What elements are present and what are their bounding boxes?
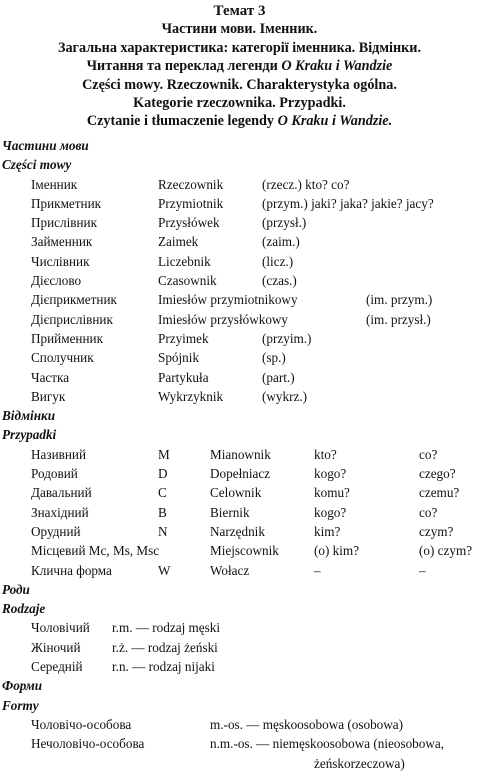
part-of-speech-row <box>0 252 479 271</box>
gender-row-cell: Жіночий <box>31 639 81 655</box>
case-row <box>0 522 479 541</box>
part-of-speech-row-cell: (part.) <box>262 369 295 385</box>
part-of-speech-row-cell: Числівник <box>31 253 90 269</box>
part-of-speech-row-cell: Liczebnik <box>158 253 211 269</box>
part-of-speech-row <box>0 290 479 309</box>
part-of-speech-row-cell: Partykuła <box>158 369 209 385</box>
subtitle-polish: Kategorie rzeczownika. Przypadki. <box>133 94 346 111</box>
part-of-speech-row <box>0 213 479 232</box>
case-row-cell: Орудний <box>31 523 81 539</box>
forms-table <box>0 715 479 754</box>
case-row-cell: W <box>158 562 171 578</box>
part-of-speech-row <box>0 348 479 367</box>
case-row-cell: Wołacz <box>210 562 250 578</box>
part-of-speech-row <box>0 387 479 406</box>
gender-row-cell: Чоловічий <box>31 620 90 636</box>
form-row <box>0 734 479 753</box>
case-row-cell: kogo? <box>314 504 347 520</box>
case-row-cell: Biernik <box>210 504 250 520</box>
gender-row-cell: r.n. — rodzaj nijaki <box>112 659 215 675</box>
part-of-speech-row-cell: Czasownik <box>158 273 217 289</box>
part-of-speech-row <box>0 329 479 348</box>
case-row-cell: (o) kim? <box>314 543 360 559</box>
case-row-cell: Місцевий Mc, Ms, Msc <box>31 543 160 559</box>
case-row-cell: Dopełniacz <box>210 466 271 482</box>
part-of-speech-row-cell: (sp.) <box>262 350 286 366</box>
case-row-cell: N <box>158 523 168 539</box>
gender-row <box>0 638 479 657</box>
section-heading-genders-pl: Rodzaje <box>2 601 46 617</box>
form-row-cell: Чоловічо-особова <box>31 716 132 732</box>
part-of-speech-row-cell: Частка <box>31 369 70 385</box>
gender-row <box>0 618 479 637</box>
document-header <box>0 2 479 131</box>
form-row-cell: Нечоловічо-особова <box>31 736 145 752</box>
part-of-speech-row-cell: (rzecz.) kto? co? <box>262 176 350 192</box>
gender-row-cell: r.m. — rodzaj męski <box>112 620 221 636</box>
part-of-speech-row <box>0 310 479 329</box>
part-of-speech-row-cell: Rzeczownik <box>158 176 224 192</box>
case-row-cell: czego? <box>419 466 456 482</box>
part-of-speech-row-cell: (im. przym.) <box>366 292 433 308</box>
part-of-speech-row-cell: Дієприслівник <box>31 311 113 327</box>
case-row-cell: Narzędnik <box>210 523 265 539</box>
case-row <box>0 464 479 483</box>
subtitle-ukrainian: Загальна характеристика: категорії іменника. Відмінки. <box>57 39 422 56</box>
form-row-continuation <box>0 754 479 773</box>
part-of-speech-row-cell: Wykrzyknik <box>158 388 224 404</box>
reading-task-ukrainian <box>0 57 479 75</box>
form-row-cell: m.-os. — męskoosobowa (osobowa) <box>210 716 404 732</box>
case-row-cell: komu? <box>314 485 350 501</box>
case-row-cell: co? <box>419 504 438 520</box>
part-of-speech-row-cell: (licz.) <box>262 253 294 269</box>
part-of-speech-row-cell: Прислівник <box>31 215 98 231</box>
topic-number: Темат 3 <box>213 3 266 19</box>
part-of-speech-row-cell: Вигук <box>31 388 66 404</box>
title-polish: Części mowy. Rzeczownik. Charakterystyka ogólna. <box>82 76 397 93</box>
part-of-speech-row-cell: Przyimek <box>158 330 209 346</box>
part-of-speech-row-cell: Займенник <box>31 234 93 250</box>
case-row-cell: C <box>158 485 167 501</box>
section-heading-cases-pl: Przypadki <box>2 427 57 443</box>
grammar-tables <box>0 136 479 773</box>
case-row-cell: Давальний <box>31 485 92 501</box>
case-row-cell: Називний <box>31 446 87 462</box>
reading-task-polish <box>0 112 479 130</box>
case-row-cell: co? <box>419 446 438 462</box>
cases-table <box>0 445 479 580</box>
part-of-speech-row-cell: Прийменник <box>31 330 104 346</box>
case-row-cell: Celownik <box>210 485 262 501</box>
case-row-cell: Mianownik <box>210 446 271 462</box>
part-of-speech-row-cell: Imiesłów przymiotnikowy <box>158 292 298 308</box>
case-row-cell: Miejscownik <box>210 543 279 559</box>
case-row-cell: Клична форма <box>31 562 112 578</box>
section-heading-forms-pl: Formy <box>2 697 39 713</box>
section-heading-forms-uk: Форми <box>2 678 43 694</box>
part-of-speech-row <box>0 271 479 290</box>
case-row-cell: – <box>314 562 321 578</box>
case-row-cell: czemu? <box>419 485 460 501</box>
case-row <box>0 445 479 464</box>
part-of-speech-row-cell: (przym.) jaki? jaka? jakie? jacy? <box>262 195 434 211</box>
case-row-cell: kim? <box>314 523 341 539</box>
case-row-cell: M <box>158 446 170 462</box>
part-of-speech-row-cell: Дієслово <box>31 273 82 289</box>
section-heading-cases-uk: Відмінки <box>2 408 56 424</box>
case-row-cell: czym? <box>419 523 454 539</box>
part-of-speech-row-cell: (wykrz.) <box>262 388 308 404</box>
part-of-speech-row <box>0 368 479 387</box>
part-of-speech-row-cell: (im. przysł.) <box>366 311 431 327</box>
reading-task-text: Читання та переклад легенди <box>86 58 282 75</box>
legend-title-polish: O Kraku i Wandzie. <box>277 113 393 130</box>
part-of-speech-row-cell: (zaim.) <box>262 234 300 250</box>
part-of-speech-row-cell: Przysłówek <box>158 215 220 231</box>
case-row-cell: kogo? <box>314 466 347 482</box>
part-of-speech-row-cell: Іменник <box>31 176 78 192</box>
part-of-speech-row-cell: Дієприкметник <box>31 292 117 308</box>
section-heading-parts-of-speech-uk: Частини мови <box>2 138 89 153</box>
part-of-speech-row-cell: Сполучник <box>31 350 94 366</box>
case-row-cell: kto? <box>314 446 337 462</box>
part-of-speech-row-cell: (przysł.) <box>262 215 307 231</box>
parts-of-speech-table <box>0 175 479 407</box>
gender-row-cell: r.ż. — rodzaj żeński <box>112 639 218 655</box>
part-of-speech-row-cell: (czas.) <box>262 273 297 289</box>
gender-row <box>0 657 479 676</box>
part-of-speech-row-cell: Zaimek <box>158 234 199 250</box>
case-row <box>0 483 479 502</box>
case-row <box>0 561 479 580</box>
case-row <box>0 503 479 522</box>
section-heading-parts-of-speech-pl: Części mowy <box>2 157 72 173</box>
title-ukrainian: Частини мови. Іменник. <box>161 21 318 38</box>
case-row-cell: Знахідний <box>31 504 89 520</box>
case-row-cell: Родовий <box>31 466 78 482</box>
case-row <box>0 541 479 560</box>
reading-task-text-polish: Czytanie i tłumaczenie legendy <box>86 113 278 130</box>
part-of-speech-row <box>0 175 479 194</box>
form-row <box>0 715 479 734</box>
case-row-cell: (o) czym? <box>419 543 473 559</box>
case-row-cell: D <box>158 466 168 482</box>
legend-title: O Kraku i Wandzie <box>281 58 393 75</box>
form-cell-continuation: żeńskorzeczowa) <box>314 755 405 771</box>
genders-table <box>0 618 479 676</box>
part-of-speech-row-cell: Przymiotnik <box>158 195 224 211</box>
part-of-speech-row-cell: (przyim.) <box>262 330 312 346</box>
case-row-cell: B <box>158 504 167 520</box>
part-of-speech-row <box>0 232 479 251</box>
part-of-speech-row-cell: Imiesłów przysłówkowy <box>158 311 289 327</box>
part-of-speech-row-cell: Spójnik <box>158 350 200 366</box>
part-of-speech-row <box>0 194 479 213</box>
case-row-cell: – <box>419 562 426 578</box>
gender-row-cell: Середній <box>31 659 83 675</box>
section-heading-genders-uk: Роди <box>2 581 30 597</box>
form-row-cell: n.m.-os. — niemęskoosobowa (nieosobowa, <box>210 736 445 752</box>
part-of-speech-row-cell: Прикметник <box>31 195 102 211</box>
